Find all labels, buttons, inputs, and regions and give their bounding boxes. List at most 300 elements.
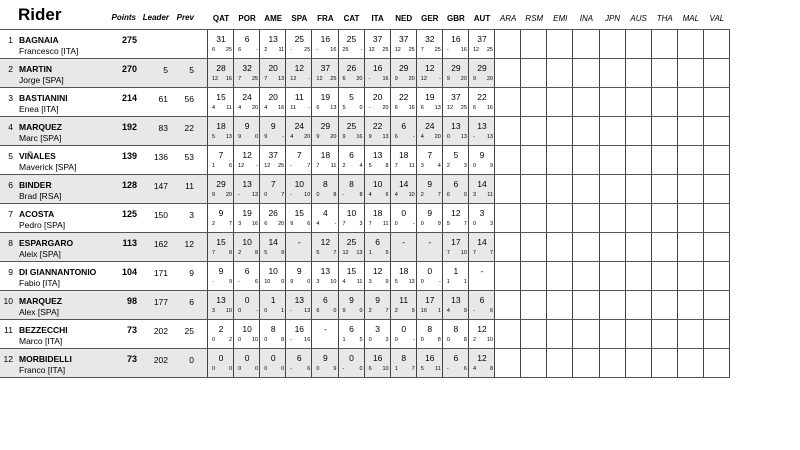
race-points: 13 (225, 134, 232, 140)
rider-firstname: Marc [SPA] (19, 133, 62, 143)
race-total: 0 (270, 353, 276, 363)
race-total: 19 (242, 208, 252, 218)
race-total: 14 (477, 237, 487, 247)
sprint-points: 9 (316, 134, 320, 140)
race-points: 0 (255, 366, 259, 372)
sprint-points: 6 (394, 105, 398, 111)
sprint-points: 1 (446, 279, 450, 285)
sprint-points: 12 (394, 47, 401, 53)
rider-surname: BASTIANINI (19, 93, 68, 103)
sprint-points: 12 (368, 47, 375, 53)
sprint-points: - (473, 308, 475, 314)
race-points: 8 (333, 192, 337, 198)
sprint-points: 7 (394, 163, 398, 169)
race-total: 13 (242, 179, 252, 189)
sprint-points: 4 (316, 221, 320, 227)
race-total: 9 (479, 150, 485, 160)
race-points: 13 (460, 134, 467, 140)
sprint-points: 7 (342, 221, 346, 227)
race-header: FRA (317, 14, 334, 23)
sprint-points: 0 (316, 366, 320, 372)
sprint-points: 7 (316, 163, 320, 169)
race-points: 8 (489, 366, 493, 372)
race-points: 13 (330, 105, 337, 111)
race-total: 15 (216, 92, 226, 102)
race-points: 10 (460, 250, 467, 256)
rider-surname: DI GIANNANTONIO (19, 267, 97, 277)
race-points: 10 (304, 192, 311, 198)
sprint-points: 1 (368, 250, 372, 256)
race-total: 37 (477, 34, 487, 44)
race-points: 0 (359, 366, 363, 372)
race-total: 10 (372, 179, 383, 189)
race-points: 16 (356, 134, 363, 140)
race-points: 5 (385, 250, 389, 256)
rider-surname: MARTIN (19, 64, 53, 74)
race-total: 18 (216, 121, 226, 131)
sprint-points: 5 (342, 105, 346, 111)
race-header: SPA (291, 14, 308, 23)
race-points: 20 (434, 134, 441, 140)
race-total: 32 (425, 34, 435, 44)
sprint-points: 12 (290, 76, 297, 82)
rider-points: 104 (121, 267, 137, 277)
rider-position: 9 (8, 267, 13, 277)
race-total: 13 (216, 295, 226, 305)
gap-to-leader: 162 (153, 239, 168, 249)
sprint-points: 12 (264, 163, 271, 169)
race-total: 25 (294, 34, 305, 44)
sprint-points: 4 (264, 105, 268, 111)
future-race-header: ARA (499, 14, 517, 23)
race-points: 20 (225, 192, 232, 198)
sprint-points: 0 (264, 308, 268, 314)
race-total: 12 (372, 266, 383, 276)
race-total: - (297, 237, 301, 247)
sprint-points: 4 (446, 308, 450, 314)
race-points: 6 (489, 308, 493, 314)
future-race-header: RSM (525, 14, 544, 23)
sprint-points: 0 (238, 308, 242, 314)
race-total: 20 (268, 92, 278, 102)
sprint-points: 3 (238, 221, 242, 227)
rider-position: 7 (8, 209, 13, 219)
gap-to-leader: 202 (153, 326, 168, 336)
sprint-points: 12 (238, 163, 245, 169)
race-total: 26 (346, 63, 357, 73)
race-points: 9 (333, 366, 337, 372)
race-total: 1 (270, 295, 276, 305)
race-points: 9 (437, 221, 441, 227)
race-total: 13 (268, 34, 278, 44)
race-total: 5 (453, 150, 459, 160)
sprint-points: - (342, 192, 345, 198)
sprint-points: 3 (212, 308, 216, 314)
race-total: 14 (398, 179, 409, 189)
rider-surname: MARQUEZ (19, 122, 62, 132)
race-total: 17 (451, 237, 461, 247)
sprint-points: 6 (394, 134, 398, 140)
race-points: 8 (359, 192, 363, 198)
rider-surname: VIÑALES (19, 151, 56, 161)
race-points: 16 (251, 221, 259, 227)
race-points: 13 (486, 134, 493, 140)
sprint-points: 4 (342, 279, 346, 285)
race-points: 13 (434, 105, 441, 111)
race-total: 4 (323, 208, 328, 218)
race-total: 12 (294, 63, 305, 73)
race-points: 9 (489, 163, 493, 169)
race-points: 25 (330, 76, 337, 82)
race-points: 10 (251, 337, 259, 343)
race-points: - (256, 308, 259, 314)
race-total: 9 (375, 295, 380, 305)
race-points: 25 (408, 47, 415, 53)
sprint-points: 6 (316, 105, 320, 111)
race-points: - (256, 47, 259, 53)
sprint-points: 3 (316, 279, 320, 285)
row-divider (0, 87, 730, 88)
row-divider (0, 203, 730, 204)
future-race-header: JPN (604, 14, 621, 23)
gap-to-previous: 9 (189, 268, 194, 278)
race-points: 0 (255, 134, 259, 140)
sprint-points: 9 (446, 76, 450, 82)
race-points: 25 (486, 47, 493, 53)
race-total: - (402, 237, 406, 247)
rider-surname: MORBIDELLI (19, 354, 72, 364)
sprint-points: 2 (264, 47, 268, 53)
race-points: 8 (385, 163, 389, 169)
sprint-points: - (368, 76, 371, 82)
rider-firstname: Francesco [ITA] (19, 46, 79, 56)
gap-to-previous: 11 (185, 181, 194, 191)
race-total: - (480, 266, 484, 276)
race-points: 2 (228, 337, 232, 343)
race-points: 8 (255, 250, 259, 256)
sprint-points: 7 (238, 76, 242, 82)
race-points: 10 (330, 279, 337, 285)
race-total: 11 (294, 92, 304, 102)
row-divider (0, 174, 730, 175)
race-total: 19 (320, 92, 331, 102)
sprint-points: 0 (316, 192, 320, 198)
row-divider (0, 348, 730, 349)
race-total: 6 (244, 34, 250, 44)
sprint-points: 9 (238, 134, 242, 140)
race-header: NED (395, 14, 413, 23)
race-header: POR (238, 14, 256, 23)
sprint-points: 0 (446, 134, 450, 140)
sprint-points: - (290, 192, 293, 198)
sprint-points: - (446, 366, 449, 372)
sprint-points: - (342, 366, 345, 372)
race-total: 31 (216, 34, 226, 44)
gap-to-previous: 12 (184, 239, 194, 249)
race-points: 3 (463, 163, 467, 169)
race-points: 10 (225, 308, 232, 314)
rider-surname: BAGNAIA (19, 35, 59, 45)
sprint-points: 12 (473, 47, 480, 53)
gap-to-leader: 171 (153, 268, 168, 278)
race-points: 20 (356, 76, 363, 82)
race-total: 24 (294, 121, 305, 131)
race-points: 0 (307, 279, 311, 285)
sprint-points: 9 (264, 134, 268, 140)
sprint-points: 0 (212, 337, 216, 343)
race-total: 37 (320, 63, 331, 73)
gap-to-leader: 83 (158, 123, 168, 133)
race-points: 7 (437, 192, 441, 198)
prev-header: Prev (176, 13, 194, 22)
race-total: 0 (401, 208, 407, 218)
row-divider (0, 145, 730, 146)
row-divider (0, 261, 730, 262)
sprint-points: 16 (420, 308, 427, 314)
rider-surname: BINDER (19, 180, 52, 190)
race-total: 9 (323, 353, 328, 363)
race-total: 8 (427, 324, 433, 334)
sprint-points: 0 (368, 337, 372, 343)
sprint-points: - (238, 192, 240, 198)
race-total: 12 (477, 324, 487, 334)
sprint-points: 4 (290, 134, 294, 140)
sprint-points: - (238, 279, 240, 285)
sprint-points: 3 (473, 192, 477, 198)
rider-points: 192 (121, 122, 137, 132)
race-total: 6 (349, 150, 354, 160)
sprint-points: - (290, 366, 293, 372)
sprint-points: 9 (342, 308, 346, 314)
rider-position: 5 (8, 151, 13, 161)
race-total: 24 (242, 92, 252, 102)
race-points: 6 (307, 221, 311, 227)
sprint-points: 4 (394, 192, 398, 198)
sprint-points: 0 (420, 337, 424, 343)
race-points: 7 (281, 192, 285, 198)
sprint-points: 9 (473, 76, 477, 82)
race-points: 8 (437, 337, 441, 343)
sprint-points: - (290, 163, 293, 169)
rider-surname: BEZZECCHI (19, 325, 68, 335)
sprint-points: - (290, 337, 293, 343)
race-total: 37 (268, 150, 278, 160)
sprint-points: 4 (212, 105, 216, 111)
sprint-points: 6 (446, 192, 450, 198)
race-total: 10 (294, 179, 305, 189)
gap-to-leader: 147 (153, 181, 168, 191)
race-total: 9 (349, 295, 354, 305)
race-total: 0 (218, 353, 224, 363)
sprint-points: 6 (420, 105, 424, 111)
race-total: 2 (218, 324, 224, 334)
gap-to-leader: 136 (153, 152, 168, 162)
sprint-points: 7 (446, 250, 450, 256)
race-total: 11 (399, 295, 409, 305)
sprint-points: 12 (446, 105, 454, 111)
race-points: 25 (434, 47, 441, 53)
race-total: 17 (425, 295, 435, 305)
race-total: 22 (398, 92, 409, 102)
sprint-points: 7 (368, 221, 372, 227)
race-total: 9 (244, 121, 250, 131)
rider-points: 98 (126, 296, 137, 306)
race-total: 20 (268, 63, 278, 73)
row-divider (0, 290, 730, 291)
race-total: 29 (320, 121, 331, 131)
sprint-points: 2 (368, 308, 372, 314)
race-points: 7 (228, 221, 232, 227)
sprint-points: 2 (342, 163, 346, 169)
race-points: 0 (333, 308, 337, 314)
race-total: 14 (268, 237, 278, 247)
race-points: 25 (382, 47, 389, 53)
sprint-points: 0 (212, 366, 216, 372)
rider-firstname: Enea [ITA] (19, 104, 59, 114)
race-points: - (438, 279, 441, 285)
race-points: 25 (225, 47, 232, 53)
race-points: 11 (408, 163, 415, 169)
race-total: 8 (453, 324, 459, 334)
race-points: 6 (385, 192, 389, 198)
race-points: 20 (304, 134, 311, 140)
race-total: 10 (242, 324, 252, 334)
sprint-points: 5 (368, 163, 372, 169)
table-title: Rider (18, 5, 62, 24)
race-total: 8 (323, 179, 328, 189)
sprint-points: 5 (264, 250, 268, 256)
race-total: 13 (451, 121, 461, 131)
row-divider (0, 319, 730, 320)
sprint-points: 3 (368, 279, 372, 285)
sprint-points: 2 (238, 250, 242, 256)
gap-to-leader: 61 (158, 94, 168, 104)
sprint-points: - (446, 47, 449, 53)
rider-surname: ESPARGARO (19, 238, 74, 248)
race-total: 7 (427, 150, 433, 160)
race-total: 12 (320, 237, 331, 247)
leader-header: Leader (142, 13, 169, 22)
race-points: 9 (411, 308, 415, 314)
race-total: 14 (477, 179, 487, 189)
sprint-points: 5 (394, 279, 398, 285)
gap-to-previous: 6 (189, 297, 194, 307)
race-points: 8 (463, 337, 467, 343)
rider-points: 128 (121, 180, 137, 190)
race-points: - (438, 76, 441, 82)
sprint-points: 7 (212, 250, 216, 256)
race-total: 18 (398, 266, 409, 276)
rider-position: 2 (8, 64, 13, 74)
race-points: 16 (486, 105, 493, 111)
race-total: 9 (218, 266, 224, 276)
gap-to-leader: 177 (153, 297, 168, 307)
race-points: 1 (463, 279, 467, 285)
sprint-points: 7 (264, 76, 268, 82)
race-total: 28 (216, 63, 226, 73)
race-points: - (256, 163, 259, 169)
sprint-points: 5 (212, 134, 216, 140)
race-points: 7 (385, 308, 389, 314)
sprint-points: 1 (212, 163, 216, 169)
sprint-points: 6 (264, 221, 268, 227)
race-total: 13 (477, 121, 487, 131)
race-total: - (323, 324, 327, 334)
sprint-points: 4 (420, 134, 424, 140)
race-total: 3 (375, 324, 380, 334)
race-points: 5 (359, 337, 363, 343)
race-points: 9 (281, 250, 285, 256)
points-header: Points (111, 13, 136, 22)
rider-points: 270 (121, 64, 137, 74)
sprint-points: 11 (290, 105, 297, 111)
race-total: 0 (401, 324, 407, 334)
race-total: 10 (268, 266, 278, 276)
sprint-points: 12 (316, 76, 323, 82)
gap-to-previous: 22 (184, 123, 194, 133)
future-race-header: EMI (553, 14, 568, 23)
race-points: 11 (382, 221, 389, 227)
race-points: 3 (489, 221, 493, 227)
sprint-points: 12 (420, 76, 427, 82)
race-total: 7 (270, 179, 276, 189)
race-total: - (428, 237, 432, 247)
row-divider (0, 232, 730, 233)
race-points: - (412, 337, 415, 343)
sprint-points: 1 (342, 337, 346, 343)
race-total: 18 (320, 150, 331, 160)
race-total: 6 (296, 353, 302, 363)
race-total: 9 (218, 208, 224, 218)
race-points: 6 (463, 366, 467, 372)
rider-points: 125 (121, 209, 137, 219)
sprint-points: 6 (316, 308, 320, 314)
race-total: 7 (296, 150, 302, 160)
rider-firstname: Aleix [SPA] (19, 249, 61, 259)
sprint-points: 9 (290, 221, 294, 227)
race-points: - (308, 76, 311, 82)
race-header: GER (421, 14, 439, 23)
rider-position: 11 (4, 325, 13, 335)
sprint-points: 0 (394, 221, 398, 227)
sprint-points: 4 (238, 105, 242, 111)
race-total: 0 (427, 266, 433, 276)
race-total: 13 (320, 266, 331, 276)
race-points: 13 (278, 76, 285, 82)
race-total: 10 (346, 208, 357, 218)
sprint-points: - (316, 47, 319, 53)
race-total: 37 (451, 92, 461, 102)
sprint-points: 4 (368, 192, 372, 198)
race-header: QAT (212, 14, 230, 23)
race-total: 15 (346, 266, 357, 276)
future-race-header: THA (656, 14, 673, 23)
race-total: 37 (398, 34, 409, 44)
rider-points: 139 (121, 151, 137, 161)
race-points: 7 (411, 366, 415, 372)
rider-position: 6 (8, 180, 13, 190)
race-total: 1 (453, 266, 459, 276)
race-points: - (412, 221, 415, 227)
race-points: 25 (460, 105, 467, 111)
rider-surname: MARQUEZ (19, 296, 62, 306)
row-divider (0, 58, 730, 59)
gap-to-previous: 5 (189, 65, 194, 75)
race-total: 25 (346, 237, 357, 247)
future-race-header: AUS (630, 14, 647, 23)
race-points: 16 (304, 337, 311, 343)
race-points: 20 (330, 134, 337, 140)
